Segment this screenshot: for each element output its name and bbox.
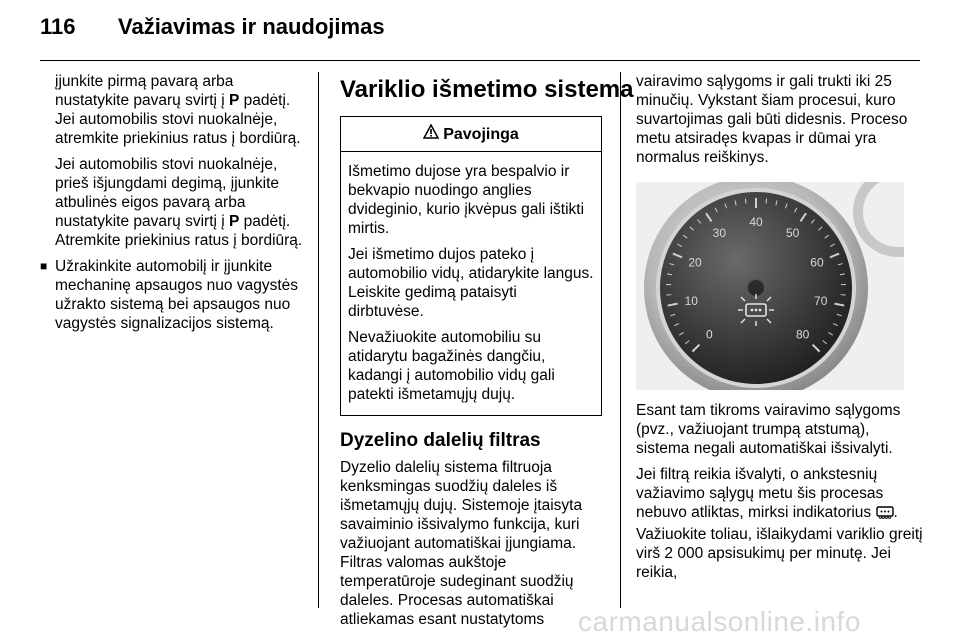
bullet-mark: ■	[40, 259, 48, 273]
bullet-item-lock: ■ Užrakinkite automobilį ir įjunkite mechaninę apsaugos nuo vagystės užrakto sistemą bei apsaugos nuo vagystės signalizacijos sistemą.	[40, 258, 298, 332]
column-2	[340, 72, 634, 636]
chapter-title: Važiavimas ir naudojimas	[118, 14, 385, 39]
warning-triangle-icon	[423, 124, 439, 144]
column-divider-2	[620, 72, 621, 608]
column-1	[40, 72, 308, 340]
watermark: carmanualsonline.info	[578, 606, 861, 637]
gauge-label: 30	[712, 226, 727, 241]
warning-title: Pavojinga	[443, 125, 519, 143]
subsection-text: Dyzelio dalelių sistema filtruoja kenksmingas suodžių daleles iš išmetamųjų dujų. Sistemoje įtaisyta savaiminio išsivalymo funkcija, kuri važiuojant automatiškai įjungiama. Filtras valomas aukštoje temperatūroje sudeginant suodžių daleles. Procesas automatiškai atliekamas esant nustatytoms	[340, 459, 583, 628]
subsection-title: Dyzelino dalelių filtras	[340, 430, 541, 451]
paragraph-downhill: Jei automobilis stovi nuokalnėje, prieš išjungdami degimą, įjunkite atbulinės eigos pavarą arba nustatykite pavarų svirtį į P padėtį. Atremkite priekinius ratus į bordiūrą.	[55, 156, 303, 249]
paragraph-park-gear: įjunkite pirmą pavarą arba nustatykite pavarų svirtį į P padėtį. Jei automobilis stovi nuokalnėje, atremkite priekinius ratus į bordiūrą.	[55, 73, 301, 147]
section-title: Variklio išmetimo sistema	[340, 76, 634, 103]
warning-header	[341, 117, 601, 152]
gauge-illustration	[636, 182, 904, 390]
gauge-label: 40	[749, 215, 763, 229]
column-3	[636, 72, 926, 174]
warning-paragraph: Jei išmetimo dujos pateko į automobilio vidų, atidarykite langus. Leiskite gedimą pataisyti dirbtuvėse.	[348, 246, 594, 320]
page-header	[0, 0, 960, 60]
warning-paragraph: Išmetimo dujose yra bespalvio ir bekvapio nuodingo anglies dvideginio, kurio įkvėpus gali ištikti mirtis.	[348, 163, 585, 237]
gauge-label: 50	[785, 226, 800, 241]
gauge-label: 80	[795, 327, 810, 342]
gauge-label: 10	[684, 293, 698, 308]
paragraph-short-distance: Esant tam tikroms vairavimo sąlygoms (pvz., važiuojant trumpą atstumą), sistema negali automatiškai išsivalyti.	[636, 402, 901, 457]
gauge-label: 0	[705, 327, 713, 342]
column-3-lower	[636, 401, 926, 589]
gauge-figure	[636, 182, 904, 390]
gauge-label: 20	[688, 255, 702, 270]
warning-body	[341, 152, 601, 415]
column-divider-1	[318, 72, 319, 608]
page-number: 116	[40, 14, 76, 39]
paragraph-regeneration: vairavimo sąlygoms ir gali trukti iki 25 minučių. Vykstant šiam procesui, kuro suvartojimas gali būti didesnis. Proceso metu atsiradęs kvapas ir dūmai yra normalus reiškinys.	[636, 73, 908, 166]
paragraph-indicator: Jei filtrą reikia išvalyti, o ankstesnių važiavimo sąlygų metu šis procesas nebuvo atliktas, mirksi indikatorius . Važiuokite toliau, išlaikydami variklio greitį virš 2 000 apsisukimų per minutę. Jei reikia,	[636, 466, 923, 581]
warning-box	[340, 116, 602, 416]
gauge-label: 60	[810, 255, 824, 270]
warning-paragraph: Nevažiuokite automobiliu su atidarytu bagažinės dangčiu, kadangi į automobilio vidų gali patekti išmetamųjų dujų.	[348, 329, 555, 403]
diesel-particulate-filter-icon	[876, 505, 894, 525]
gauge-tick	[766, 199, 767, 204]
header-divider	[40, 60, 920, 61]
gauge-tick	[745, 199, 746, 204]
gauge-label: 70	[814, 293, 828, 308]
